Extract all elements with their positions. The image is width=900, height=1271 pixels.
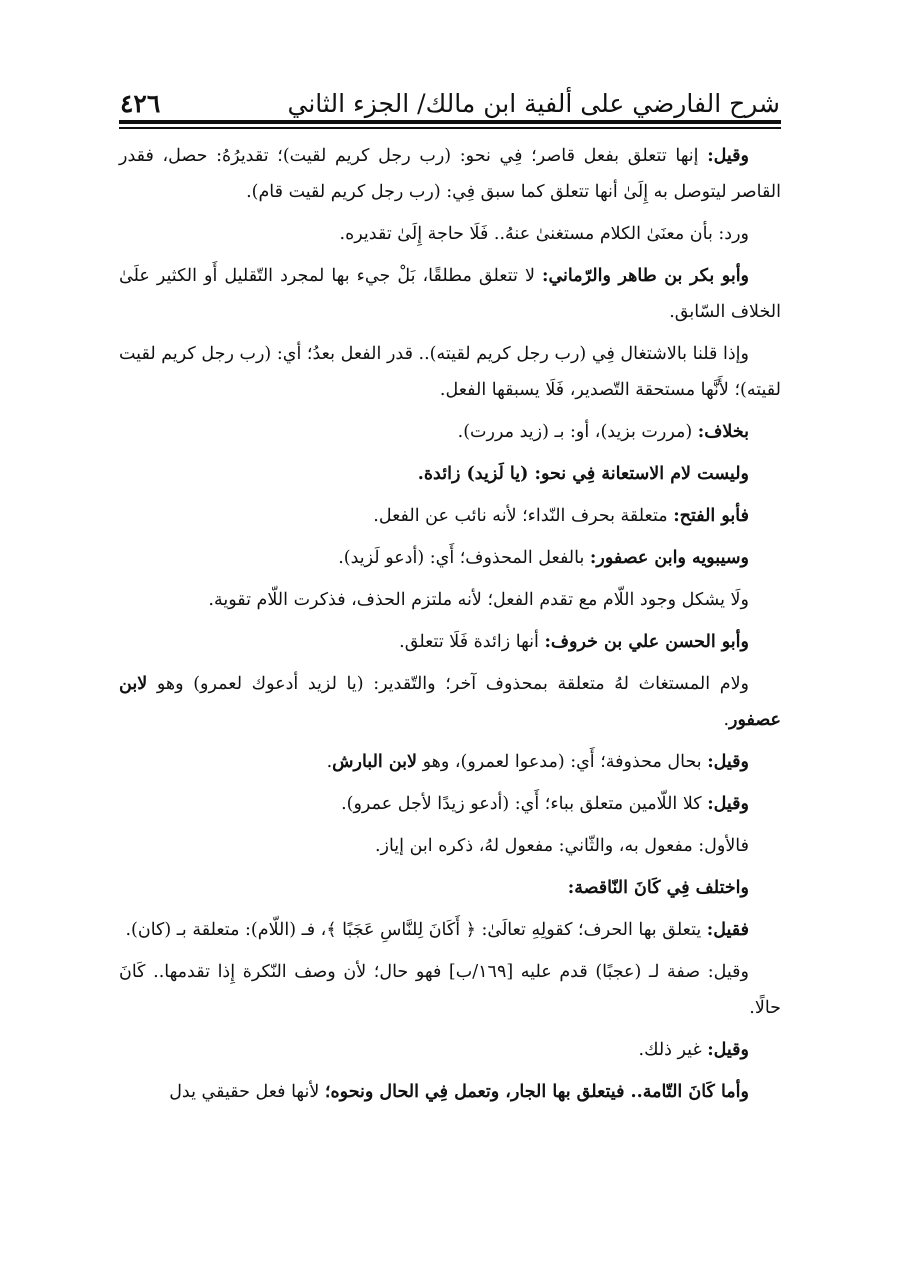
paragraph-text: يتعلق بها الحرف؛ كقولِهِ تعالَىٰ: ﴿ أَكَانَ لِلنَّاسِ عَجَبًا ﴾، فـ (اللّام): متعلقة بـ (كان). [125, 920, 707, 940]
paragraph-19 [119, 1074, 781, 1110]
paragraph-bold-tail: لابن عصفور [119, 674, 781, 730]
paragraph-bold-tail: لابن البارش [332, 752, 418, 772]
paragraph-text: وإذا قلنا بالاشتغال فِي (رب رجل كريم لقيته).. قدر الفعل بعدُ؛ أي: (رب رجل كريم لقيت لقيته)؛ لأَنَّها مستحقة التّصدير، فَلَا يسبقها الفعل. [119, 344, 781, 400]
paragraph-text: لأنها فعل حقيقي يدل [169, 1082, 325, 1102]
paragraph-lead: وليست لام الاستعانة فِي نحو: (يا لَزيد) زائدة. [417, 464, 749, 484]
paragraph-text: وقيل: صفة لـ (عجبًا) قدم عليه [١٦٩/ب] فهو حال؛ لأن وصف النّكرة إِذا تقدمها.. كَانَ حالًا. [119, 962, 781, 1018]
paragraph-text: ولام المستغاث لهُ متعلقة بمحذوف آخر؛ والتّقدير: (يا لزيد أدعوك لعمرو) وهو [147, 674, 749, 694]
paragraph-lead: وأبو بكر بن طاهر والرّماني: [542, 266, 750, 286]
paragraph-lead: فقيل: [706, 920, 749, 940]
paragraph-5 [119, 414, 781, 450]
paragraph-11 [119, 666, 781, 738]
paragraph-lead: وقيل: [707, 794, 749, 814]
paragraph-17 [119, 954, 781, 1026]
paragraph-6 [119, 456, 781, 492]
paragraph-lead: واختلف فِي كَانَ النّاقصة: [567, 878, 749, 898]
paragraph-13 [119, 786, 781, 822]
paragraph-3 [119, 258, 781, 330]
paragraph-text: غير ذلك. [638, 1040, 708, 1060]
paragraph-text: ولَا يشكل وجود اللّام مع تقدم الفعل؛ لأنه ملتزم الحذف، فذكرت اللّام تقوية. [208, 590, 749, 610]
paragraph-lead: وقيل: [707, 146, 749, 166]
paragraph-lead: وقيل: [707, 752, 749, 772]
paragraph-lead: بخلاف: [697, 422, 749, 442]
paragraph-text: بحال محذوفة؛ أَي: (مدعوا لعمرو)، وهو [417, 752, 708, 772]
paragraph-12 [119, 744, 781, 780]
paragraph-text: (مررت بزيد)، أو: بـ (زيد مررت). [457, 422, 698, 442]
paragraph-7 [119, 498, 781, 534]
page-header [120, 78, 780, 118]
paragraph-text: أنها زائدة فَلَا تتعلق. [399, 632, 545, 652]
paragraph-text: متعلقة بحرف النّداء؛ لأنه نائب عن الفعل. [373, 506, 674, 526]
paragraph-lead: وقيل: [707, 1040, 749, 1060]
header-rule-thin [119, 127, 781, 129]
paragraph-9 [119, 582, 781, 618]
paragraph-14 [119, 828, 781, 864]
paragraph-1 [119, 138, 781, 210]
paragraph-15 [119, 870, 781, 906]
page-number: ٤٢٦ [120, 89, 161, 118]
running-title: شرح الفارضي على ألفية ابن مالك/ الجزء الثاني [287, 89, 780, 118]
paragraph-18 [119, 1032, 781, 1068]
paragraph-10 [119, 624, 781, 660]
paragraph-text: إنها تتعلق بفعل قاصر؛ فِي نحو: (رب رجل كريم لقيت)؛ تقديرُهُ: حصل، فقدر القاصر ليتوصل به إِلَىٰ أنها تتعلق كما سبق فِي: (رب رجل كريم لقيت قام). [119, 146, 781, 202]
paragraph-tail: . [326, 752, 333, 772]
header-rule-thick [119, 120, 781, 124]
body-text [119, 138, 781, 1116]
paragraph-text: ورد: بأن معنَىٰ الكلام مستغنىٰ عنهُ.. فَلَا حاجة إِلَىٰ تقديره. [339, 224, 749, 244]
paragraph-lead: فأبو الفتح: [673, 506, 749, 526]
paragraph-2 [119, 216, 781, 252]
paragraph-text: لا تتعلق مطلقًا، بَلْ جيء بها لمجرد التّقليل أَو الكثير علَىٰ الخلاف السّابق. [119, 266, 781, 322]
paragraph-4 [119, 336, 781, 408]
paragraph-8 [119, 540, 781, 576]
paragraph-lead: وأبو الحسن علي بن خروف: [544, 632, 749, 652]
paragraph-tail: . [723, 710, 730, 730]
paragraph-text: بالفعل المحذوف؛ أَي: (أدعو لَزيد). [338, 548, 590, 568]
paragraph-16 [119, 912, 781, 948]
paragraph-text: كلا اللّامين متعلق بباء؛ أَي: (أدعو زيدًا لأجل عمرو). [341, 794, 708, 814]
paragraph-text: فالأول: مفعول به، والثّاني: مفعول لهُ، ذكره ابن إياز. [374, 836, 749, 856]
paragraph-lead: وسيبويه وابن عصفور: [589, 548, 749, 568]
paragraph-lead: وأما كَانَ التّامة.. فيتعلق بها الجار، وتعمل فِي الحال ونحوه؛ [324, 1082, 749, 1102]
